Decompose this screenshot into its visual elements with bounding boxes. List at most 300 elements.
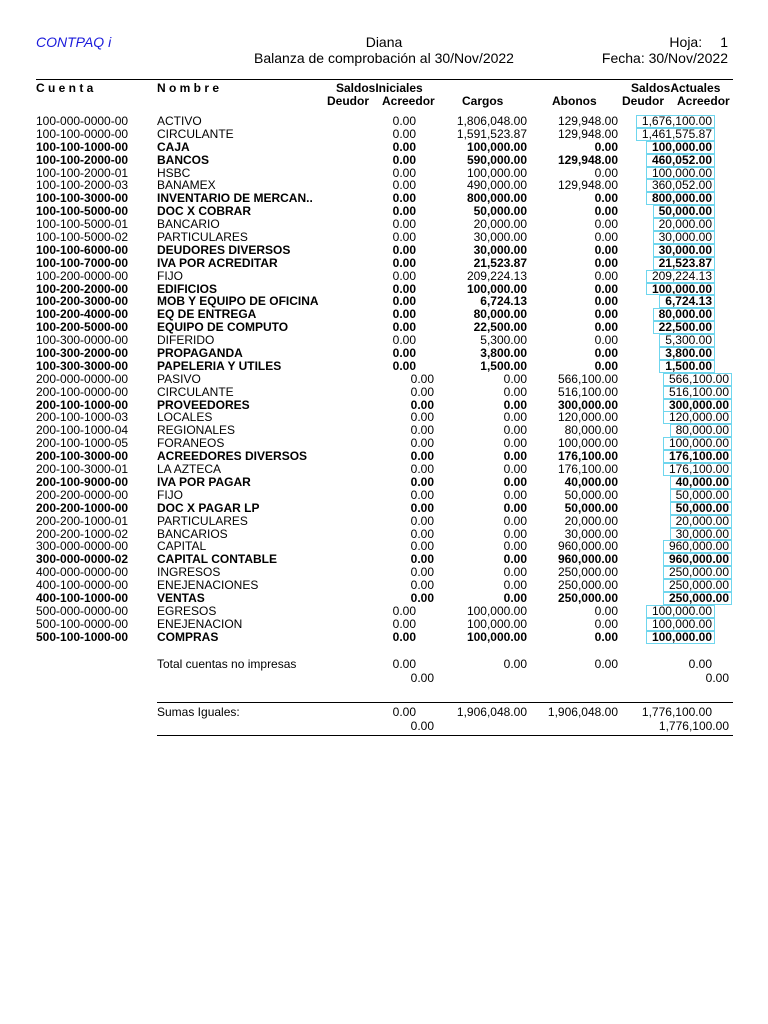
cell-cuenta: 200-100-3000-01 — [36, 462, 129, 477]
cell-abonos: 176,100.00 — [557, 449, 618, 464]
cell-nombre: DOC X COBRAR — [157, 204, 252, 219]
sumas-iguales-label: Sumas Iguales: — [157, 705, 240, 719]
cell-cargos: 21,523.87 — [473, 255, 527, 270]
cell-saldo-actual: 100,000.00 — [646, 631, 715, 644]
cell-nombre: PROPAGANDA — [157, 346, 243, 361]
cell-cuenta: 200-100-1000-05 — [36, 436, 129, 451]
cell-cargos: 50,000.00 — [473, 204, 527, 219]
cell-saldo-actual: 100,000.00 — [663, 437, 732, 450]
table-row — [0, 244, 768, 257]
table-row — [0, 141, 768, 154]
cell-saldo-inicial: 0.00 — [410, 462, 434, 477]
cell-abonos: 0.00 — [594, 191, 618, 206]
cell-cuenta: 100-000-0000-00 — [36, 114, 129, 128]
cell-cargos: 0.00 — [503, 371, 527, 386]
cell-saldo-inicial: 0.00 — [392, 217, 416, 232]
cell-abonos: 960,000.00 — [557, 552, 618, 567]
cell-nombre: DEUDORES DIVERSOS — [157, 242, 291, 257]
cell-cargos: 0.00 — [503, 449, 527, 464]
cell-cuenta: 500-100-1000-00 — [36, 629, 129, 644]
cell-saldo-actual: 100,000.00 — [646, 283, 715, 296]
cell-cuenta: 200-100-9000-00 — [36, 474, 129, 489]
cell-cargos: 0.00 — [503, 410, 527, 425]
cell-nombre: PROVEEDORES — [157, 397, 250, 412]
sumas-bottom-rule — [157, 735, 733, 736]
cell-abonos: 0.00 — [594, 358, 618, 373]
cell-nombre: FIJO — [157, 268, 183, 283]
cell-nombre: VENTAS — [157, 590, 205, 605]
cell-cargos: 0.00 — [503, 500, 527, 515]
cell-abonos: 0.00 — [594, 320, 618, 335]
cell-cargos: 30,000.00 — [473, 230, 527, 245]
cell-saldo-actual: 6,724.13 — [659, 295, 715, 308]
cell-saldo-inicial: 0.00 — [392, 294, 416, 309]
col-ini-acreedor: Acreedor — [382, 94, 435, 108]
cell-saldo-inicial: 0.00 — [392, 358, 416, 373]
cell-saldo-inicial: 0.00 — [392, 242, 416, 257]
total-no-impresas-abonos: 0.00 — [594, 657, 618, 671]
cell-nombre: IVA POR ACREDITAR — [157, 255, 278, 270]
cell-saldo-inicial: 0.00 — [410, 449, 434, 464]
cell-nombre: PAPELERIA Y UTILES — [157, 358, 282, 373]
table-row — [0, 476, 768, 489]
cell-cuenta: 100-300-2000-00 — [36, 346, 129, 361]
col-saldos-actuales: SaldosActuales — [631, 81, 721, 95]
cell-abonos: 129,948.00 — [557, 126, 618, 141]
cell-abonos: 0.00 — [594, 294, 618, 309]
cell-cuenta: 100-100-5000-00 — [36, 204, 129, 219]
cell-nombre: PARTICULARES — [157, 513, 248, 528]
cell-cuenta: 100-300-3000-00 — [36, 358, 129, 373]
cell-saldo-inicial: 0.00 — [410, 500, 434, 515]
cell-nombre: COMPRAS — [157, 629, 219, 644]
cell-saldo-inicial: 0.00 — [392, 346, 416, 361]
cell-saldo-actual: 3,800.00 — [659, 347, 715, 360]
table-row — [0, 605, 768, 618]
company-name: Diana — [365, 34, 403, 50]
cell-cuenta: 200-200-0000-00 — [36, 487, 129, 502]
cell-saldo-inicial: 0.00 — [392, 333, 416, 348]
header-rule — [36, 79, 733, 80]
cell-saldo-actual: 40,000.00 — [670, 476, 732, 489]
col-ini-deudor: Deudor — [327, 94, 369, 108]
cell-saldo-actual: 250,000.00 — [663, 592, 732, 605]
cell-saldo-actual: 30,000.00 — [653, 244, 715, 257]
table-row — [0, 631, 768, 644]
cell-abonos: 250,000.00 — [557, 565, 618, 580]
cell-cuenta: 100-100-5000-01 — [36, 217, 129, 232]
cell-saldo-inicial: 0.00 — [392, 629, 416, 644]
cell-cuenta: 200-000-0000-00 — [36, 371, 129, 386]
cell-saldo-actual: 21,523.87 — [653, 257, 715, 270]
brand-label: CONTPAQ i — [36, 34, 112, 50]
cell-cuenta: 400-100-0000-00 — [36, 578, 129, 593]
cell-cargos: 100,000.00 — [466, 165, 527, 180]
cell-saldo-actual: 176,100.00 — [663, 450, 732, 463]
cell-abonos: 0.00 — [594, 242, 618, 257]
cell-saldo-inicial: 0.00 — [392, 126, 416, 141]
cell-cuenta: 200-200-1000-02 — [36, 526, 129, 541]
cell-abonos: 50,000.00 — [564, 487, 618, 502]
cell-cargos: 22,500.00 — [473, 320, 527, 335]
cell-nombre: ENEJENACION — [157, 616, 243, 631]
cell-cuenta: 500-100-0000-00 — [36, 616, 129, 631]
cell-cuenta: 400-000-0000-00 — [36, 565, 129, 580]
cell-abonos: 120,000.00 — [557, 410, 618, 425]
cell-saldo-inicial: 0.00 — [410, 487, 434, 502]
cell-abonos: 40,000.00 — [564, 474, 618, 489]
table-row — [0, 257, 768, 270]
cell-nombre: EGRESOS — [157, 603, 217, 618]
cell-saldo-actual: 250,000.00 — [663, 566, 732, 579]
cell-cargos: 0.00 — [503, 513, 527, 528]
cell-abonos: 129,948.00 — [557, 114, 618, 128]
cell-nombre: FORANEOS — [157, 436, 225, 451]
cell-saldo-actual: 1,676,100.00 — [636, 115, 715, 128]
cell-abonos: 250,000.00 — [557, 590, 618, 605]
cell-saldo-inicial: 0.00 — [392, 230, 416, 245]
cell-cuenta: 100-100-5000-02 — [36, 230, 129, 245]
cell-saldo-actual: 80,000.00 — [670, 424, 732, 437]
cell-abonos: 0.00 — [594, 629, 618, 644]
cell-saldo-actual: 300,000.00 — [663, 399, 732, 412]
col-cuenta: C u e n t a — [36, 81, 94, 95]
cell-saldo-inicial: 0.00 — [410, 474, 434, 489]
cell-cargos: 20,000.00 — [473, 217, 527, 232]
cell-cuenta: 200-100-1000-00 — [36, 397, 129, 412]
cell-nombre: BANCOS — [157, 152, 210, 167]
cell-cuenta: 100-100-3000-00 — [36, 191, 129, 206]
col-saldos-iniciales: SaldosIniciales — [336, 81, 423, 95]
cell-cuenta: 100-100-7000-00 — [36, 255, 129, 270]
cell-nombre: LA AZTECA — [157, 462, 222, 477]
total-no-impresas-cargos: 0.00 — [503, 657, 527, 671]
cell-cargos: 0.00 — [503, 423, 527, 438]
col-cargos: Cargos — [462, 94, 504, 108]
cell-abonos: 80,000.00 — [564, 423, 618, 438]
cell-nombre: CAPITAL CONTABLE — [157, 552, 277, 567]
cell-saldo-inicial: 0.00 — [410, 371, 434, 386]
cell-saldo-actual: 20,000.00 — [653, 218, 715, 231]
cell-saldo-inicial: 0.00 — [392, 139, 416, 154]
cell-nombre: HSBC — [157, 165, 191, 180]
cell-saldo-actual: 1,461,575.87 — [636, 128, 715, 141]
cell-cuenta: 300-000-0000-02 — [36, 552, 129, 567]
sumas-act-deudor: 1,776,100.00 — [641, 705, 712, 719]
cell-abonos: 0.00 — [594, 165, 618, 180]
cell-cargos: 0.00 — [503, 590, 527, 605]
cell-saldo-inicial: 0.00 — [410, 539, 434, 554]
cell-saldo-inicial: 0.00 — [392, 307, 416, 322]
cell-cargos: 3,800.00 — [480, 346, 527, 361]
cell-abonos: 250,000.00 — [557, 578, 618, 593]
cell-saldo-actual: 30,000.00 — [653, 231, 715, 244]
cell-saldo-actual: 80,000.00 — [653, 308, 715, 321]
cell-abonos: 176,100.00 — [557, 462, 618, 477]
cell-nombre: EQ DE ENTREGA — [157, 307, 257, 322]
table-row — [0, 128, 768, 141]
table-row — [0, 347, 768, 360]
cell-nombre: DIFERIDO — [157, 333, 215, 348]
report-title: Balanza de comprobación al 30/Nov/2022 — [254, 50, 514, 66]
table-row — [0, 515, 768, 528]
cell-saldo-actual: 176,100.00 — [663, 463, 732, 476]
cell-abonos: 0.00 — [594, 333, 618, 348]
cell-saldo-actual: 22,500.00 — [653, 321, 715, 334]
cell-nombre: PASIVO — [157, 371, 201, 386]
sumas-ini-acreedor: 0.00 — [410, 719, 434, 733]
cell-cargos: 0.00 — [503, 397, 527, 412]
cell-saldo-inicial: 0.00 — [392, 204, 416, 219]
total-no-impresas-label: Total cuentas no impresas — [157, 657, 297, 671]
cell-cuenta: 100-200-4000-00 — [36, 307, 129, 322]
cell-saldo-inicial: 0.00 — [410, 436, 434, 451]
cell-cuenta: 100-100-1000-00 — [36, 139, 129, 154]
cell-abonos: 0.00 — [594, 217, 618, 232]
cell-saldo-inicial: 0.00 — [392, 281, 416, 296]
cell-abonos: 0.00 — [594, 603, 618, 618]
cell-cargos: 100,000.00 — [466, 603, 527, 618]
cell-abonos: 0.00 — [594, 307, 618, 322]
sumas-cargos: 1,906,048.00 — [456, 705, 527, 719]
cell-abonos: 0.00 — [594, 616, 618, 631]
sumas-top-rule — [157, 702, 733, 703]
cell-saldo-actual: 120,000.00 — [663, 411, 732, 424]
cell-abonos: 129,948.00 — [557, 152, 618, 167]
cell-cuenta: 100-100-2000-01 — [36, 165, 129, 180]
table-row — [0, 489, 768, 502]
cell-cargos: 1,591,523.87 — [456, 126, 527, 141]
cell-cuenta: 100-200-2000-00 — [36, 281, 129, 296]
table-row — [0, 115, 768, 128]
account-table — [0, 115, 768, 644]
table-row — [0, 386, 768, 399]
page-value: 1 — [720, 34, 728, 50]
cell-cuenta: 200-200-1000-00 — [36, 500, 129, 515]
cell-abonos: 0.00 — [594, 204, 618, 219]
cell-saldo-actual: 50,000.00 — [653, 205, 715, 218]
cell-cargos: 0.00 — [503, 462, 527, 477]
cell-nombre: EQUIPO DE COMPUTO — [157, 320, 289, 335]
cell-saldo-actual: 516,100.00 — [663, 386, 732, 399]
cell-cargos: 0.00 — [503, 526, 527, 541]
cell-cargos: 0.00 — [503, 565, 527, 580]
cell-saldo-inicial: 0.00 — [392, 178, 416, 193]
cell-abonos: 100,000.00 — [557, 436, 618, 451]
cell-abonos: 960,000.00 — [557, 539, 618, 554]
cell-cuenta: 100-200-0000-00 — [36, 268, 129, 283]
cell-nombre: ENEJENACIONES — [157, 578, 259, 593]
cell-cargos: 490,000.00 — [466, 178, 527, 193]
cell-cargos: 80,000.00 — [473, 307, 527, 322]
cell-abonos: 566,100.00 — [557, 371, 618, 386]
cell-saldo-actual: 460,052.00 — [646, 154, 715, 167]
col-abonos: Abonos — [552, 94, 597, 108]
cell-nombre: REGIONALES — [157, 423, 236, 438]
cell-abonos: 0.00 — [594, 255, 618, 270]
cell-nombre: INVENTARIO DE MERCAN.. — [157, 191, 313, 206]
report-date: Fecha: 30/Nov/2022 — [601, 50, 728, 66]
cell-cuenta: 100-100-2000-03 — [36, 178, 129, 193]
cell-abonos: 0.00 — [594, 281, 618, 296]
cell-nombre: CIRCULANTE — [157, 384, 234, 399]
cell-cargos: 100,000.00 — [466, 281, 527, 296]
cell-saldo-actual: 800,000.00 — [646, 192, 715, 205]
cell-saldo-actual: 50,000.00 — [670, 489, 732, 502]
table-row — [0, 270, 768, 283]
cell-cuenta: 400-100-1000-00 — [36, 590, 129, 605]
table-row — [0, 618, 768, 631]
cell-cargos: 100,000.00 — [466, 139, 527, 154]
cell-abonos: 0.00 — [594, 268, 618, 283]
table-row — [0, 502, 768, 515]
cell-saldo-actual: 20,000.00 — [670, 515, 732, 528]
cell-cargos: 0.00 — [503, 487, 527, 502]
sumas-abonos: 1,906,048.00 — [547, 705, 618, 719]
cell-saldo-actual: 360,052.00 — [646, 179, 715, 192]
col-nombre: N o m b r e — [157, 81, 220, 95]
cell-nombre: MOB Y EQUIPO DE OFICINA — [157, 294, 319, 309]
cell-cargos: 100,000.00 — [466, 629, 527, 644]
table-row — [0, 463, 768, 476]
cell-cargos: 5,300.00 — [480, 333, 527, 348]
cell-nombre: IVA POR PAGAR — [157, 474, 251, 489]
sumas-act-acreedor: 1,776,100.00 — [658, 719, 729, 733]
total-no-impresas-ini-acreedor: 0.00 — [410, 671, 434, 685]
cell-saldo-actual: 1,500.00 — [659, 360, 715, 373]
cell-saldo-inicial: 0.00 — [392, 616, 416, 631]
cell-saldo-inicial: 0.00 — [392, 191, 416, 206]
cell-nombre: ACREEDORES DIVERSOS — [157, 449, 308, 464]
cell-cuenta: 200-100-1000-03 — [36, 410, 129, 425]
cell-cargos: 0.00 — [503, 436, 527, 451]
table-row — [0, 231, 768, 244]
cell-cuenta: 100-100-6000-00 — [36, 242, 129, 257]
cell-saldo-actual: 100,000.00 — [646, 618, 715, 631]
cell-saldo-actual: 50,000.00 — [670, 502, 732, 515]
page-number — [669, 34, 728, 50]
col-act-deudor: Deudor — [622, 94, 664, 108]
cell-saldo-inicial: 0.00 — [392, 268, 416, 283]
cell-cargos: 0.00 — [503, 578, 527, 593]
cell-cargos: 6,724.13 — [480, 294, 527, 309]
cell-saldo-inicial: 0.00 — [410, 397, 434, 412]
cell-saldo-actual: 30,000.00 — [670, 528, 732, 541]
cell-nombre: FIJO — [157, 487, 183, 502]
cell-abonos: 0.00 — [594, 346, 618, 361]
cell-cuenta: 100-200-3000-00 — [36, 294, 129, 309]
cell-cargos: 800,000.00 — [466, 191, 527, 206]
cell-saldo-inicial: 0.00 — [392, 255, 416, 270]
cell-cargos: 30,000.00 — [473, 242, 527, 257]
table-row — [0, 360, 768, 373]
cell-cargos: 1,806,048.00 — [456, 114, 527, 128]
cell-saldo-inicial: 0.00 — [410, 513, 434, 528]
total-no-impresas-act-acreedor: 0.00 — [705, 671, 729, 685]
cell-saldo-actual: 566,100.00 — [663, 373, 732, 386]
cell-nombre: BANAMEX — [157, 178, 216, 193]
cell-nombre: PARTICULARES — [157, 230, 248, 245]
col-act-acreedor: Acreedor — [677, 94, 730, 108]
cell-saldo-inicial: 0.00 — [410, 565, 434, 580]
cell-cargos: 0.00 — [503, 474, 527, 489]
cell-abonos: 129,948.00 — [557, 178, 618, 193]
table-row — [0, 592, 768, 605]
cell-nombre: CAPITAL — [157, 539, 207, 554]
cell-cargos: 0.00 — [503, 384, 527, 399]
cell-cuenta: 500-000-0000-00 — [36, 603, 129, 618]
cell-abonos: 20,000.00 — [564, 513, 618, 528]
cell-abonos: 0.00 — [594, 139, 618, 154]
cell-abonos: 30,000.00 — [564, 526, 618, 541]
cell-nombre: CIRCULANTE — [157, 126, 234, 141]
total-no-impresas-ini-deudor: 0.00 — [392, 657, 416, 671]
cell-saldo-inicial: 0.00 — [392, 114, 416, 128]
cell-abonos: 0.00 — [594, 230, 618, 245]
cell-saldo-inicial: 0.00 — [410, 410, 434, 425]
cell-saldo-actual: 250,000.00 — [663, 579, 732, 592]
cell-nombre: ACTIVO — [157, 114, 202, 128]
cell-saldo-actual: 5,300.00 — [659, 334, 715, 347]
cell-saldo-actual: 100,000.00 — [646, 167, 715, 180]
cell-saldo-inicial: 0.00 — [392, 152, 416, 167]
cell-nombre: EDIFICIOS — [157, 281, 218, 296]
cell-saldo-actual: 100,000.00 — [646, 605, 715, 618]
cell-saldo-inicial: 0.00 — [410, 552, 434, 567]
cell-cuenta: 100-300-0000-00 — [36, 333, 129, 348]
cell-cuenta: 100-200-5000-00 — [36, 320, 129, 335]
cell-cuenta: 200-200-1000-01 — [36, 513, 129, 528]
cell-saldo-actual: 100,000.00 — [646, 141, 715, 154]
sumas-ini-deudor: 0.00 — [392, 705, 416, 719]
cell-saldo-inicial: 0.00 — [410, 423, 434, 438]
cell-cargos: 0.00 — [503, 539, 527, 554]
cell-saldo-inicial: 0.00 — [392, 603, 416, 618]
cell-nombre: BANCARIOS — [157, 526, 228, 541]
table-row — [0, 373, 768, 386]
cell-cuenta: 300-000-0000-00 — [36, 539, 129, 554]
cell-nombre: BANCARIO — [157, 217, 220, 232]
cell-cargos: 209,224.13 — [466, 268, 527, 283]
cell-cuenta: 200-100-0000-00 — [36, 384, 129, 399]
cell-saldo-inicial: 0.00 — [410, 384, 434, 399]
cell-cargos: 590,000.00 — [466, 152, 527, 167]
cell-cuenta: 200-100-3000-00 — [36, 449, 129, 464]
cell-cuenta: 200-100-1000-04 — [36, 423, 129, 438]
cell-abonos: 516,100.00 — [557, 384, 618, 399]
cell-saldo-inicial: 0.00 — [410, 578, 434, 593]
cell-nombre: DOC X PAGAR LP — [157, 500, 260, 515]
cell-saldo-actual: 960,000.00 — [663, 553, 732, 566]
cell-cargos: 0.00 — [503, 552, 527, 567]
cell-nombre: CAJA — [157, 139, 190, 154]
cell-saldo-inicial: 0.00 — [392, 165, 416, 180]
cell-cargos: 100,000.00 — [466, 616, 527, 631]
cell-cuenta: 100-100-2000-00 — [36, 152, 129, 167]
cell-saldo-inicial: 0.00 — [410, 590, 434, 605]
total-no-impresas-act-deudor: 0.00 — [688, 657, 712, 671]
page-label: Hoja: — [669, 34, 703, 50]
cell-saldo-actual: 960,000.00 — [663, 540, 732, 553]
cell-saldo-inicial: 0.00 — [392, 320, 416, 335]
table-row — [0, 154, 768, 167]
cell-nombre: LOCALES — [157, 410, 213, 425]
cell-abonos: 300,000.00 — [557, 397, 618, 412]
cell-cuenta: 100-100-0000-00 — [36, 126, 129, 141]
cell-saldo-actual: 209,224.13 — [646, 270, 715, 283]
cell-abonos: 50,000.00 — [564, 500, 618, 515]
cell-saldo-inicial: 0.00 — [410, 526, 434, 541]
